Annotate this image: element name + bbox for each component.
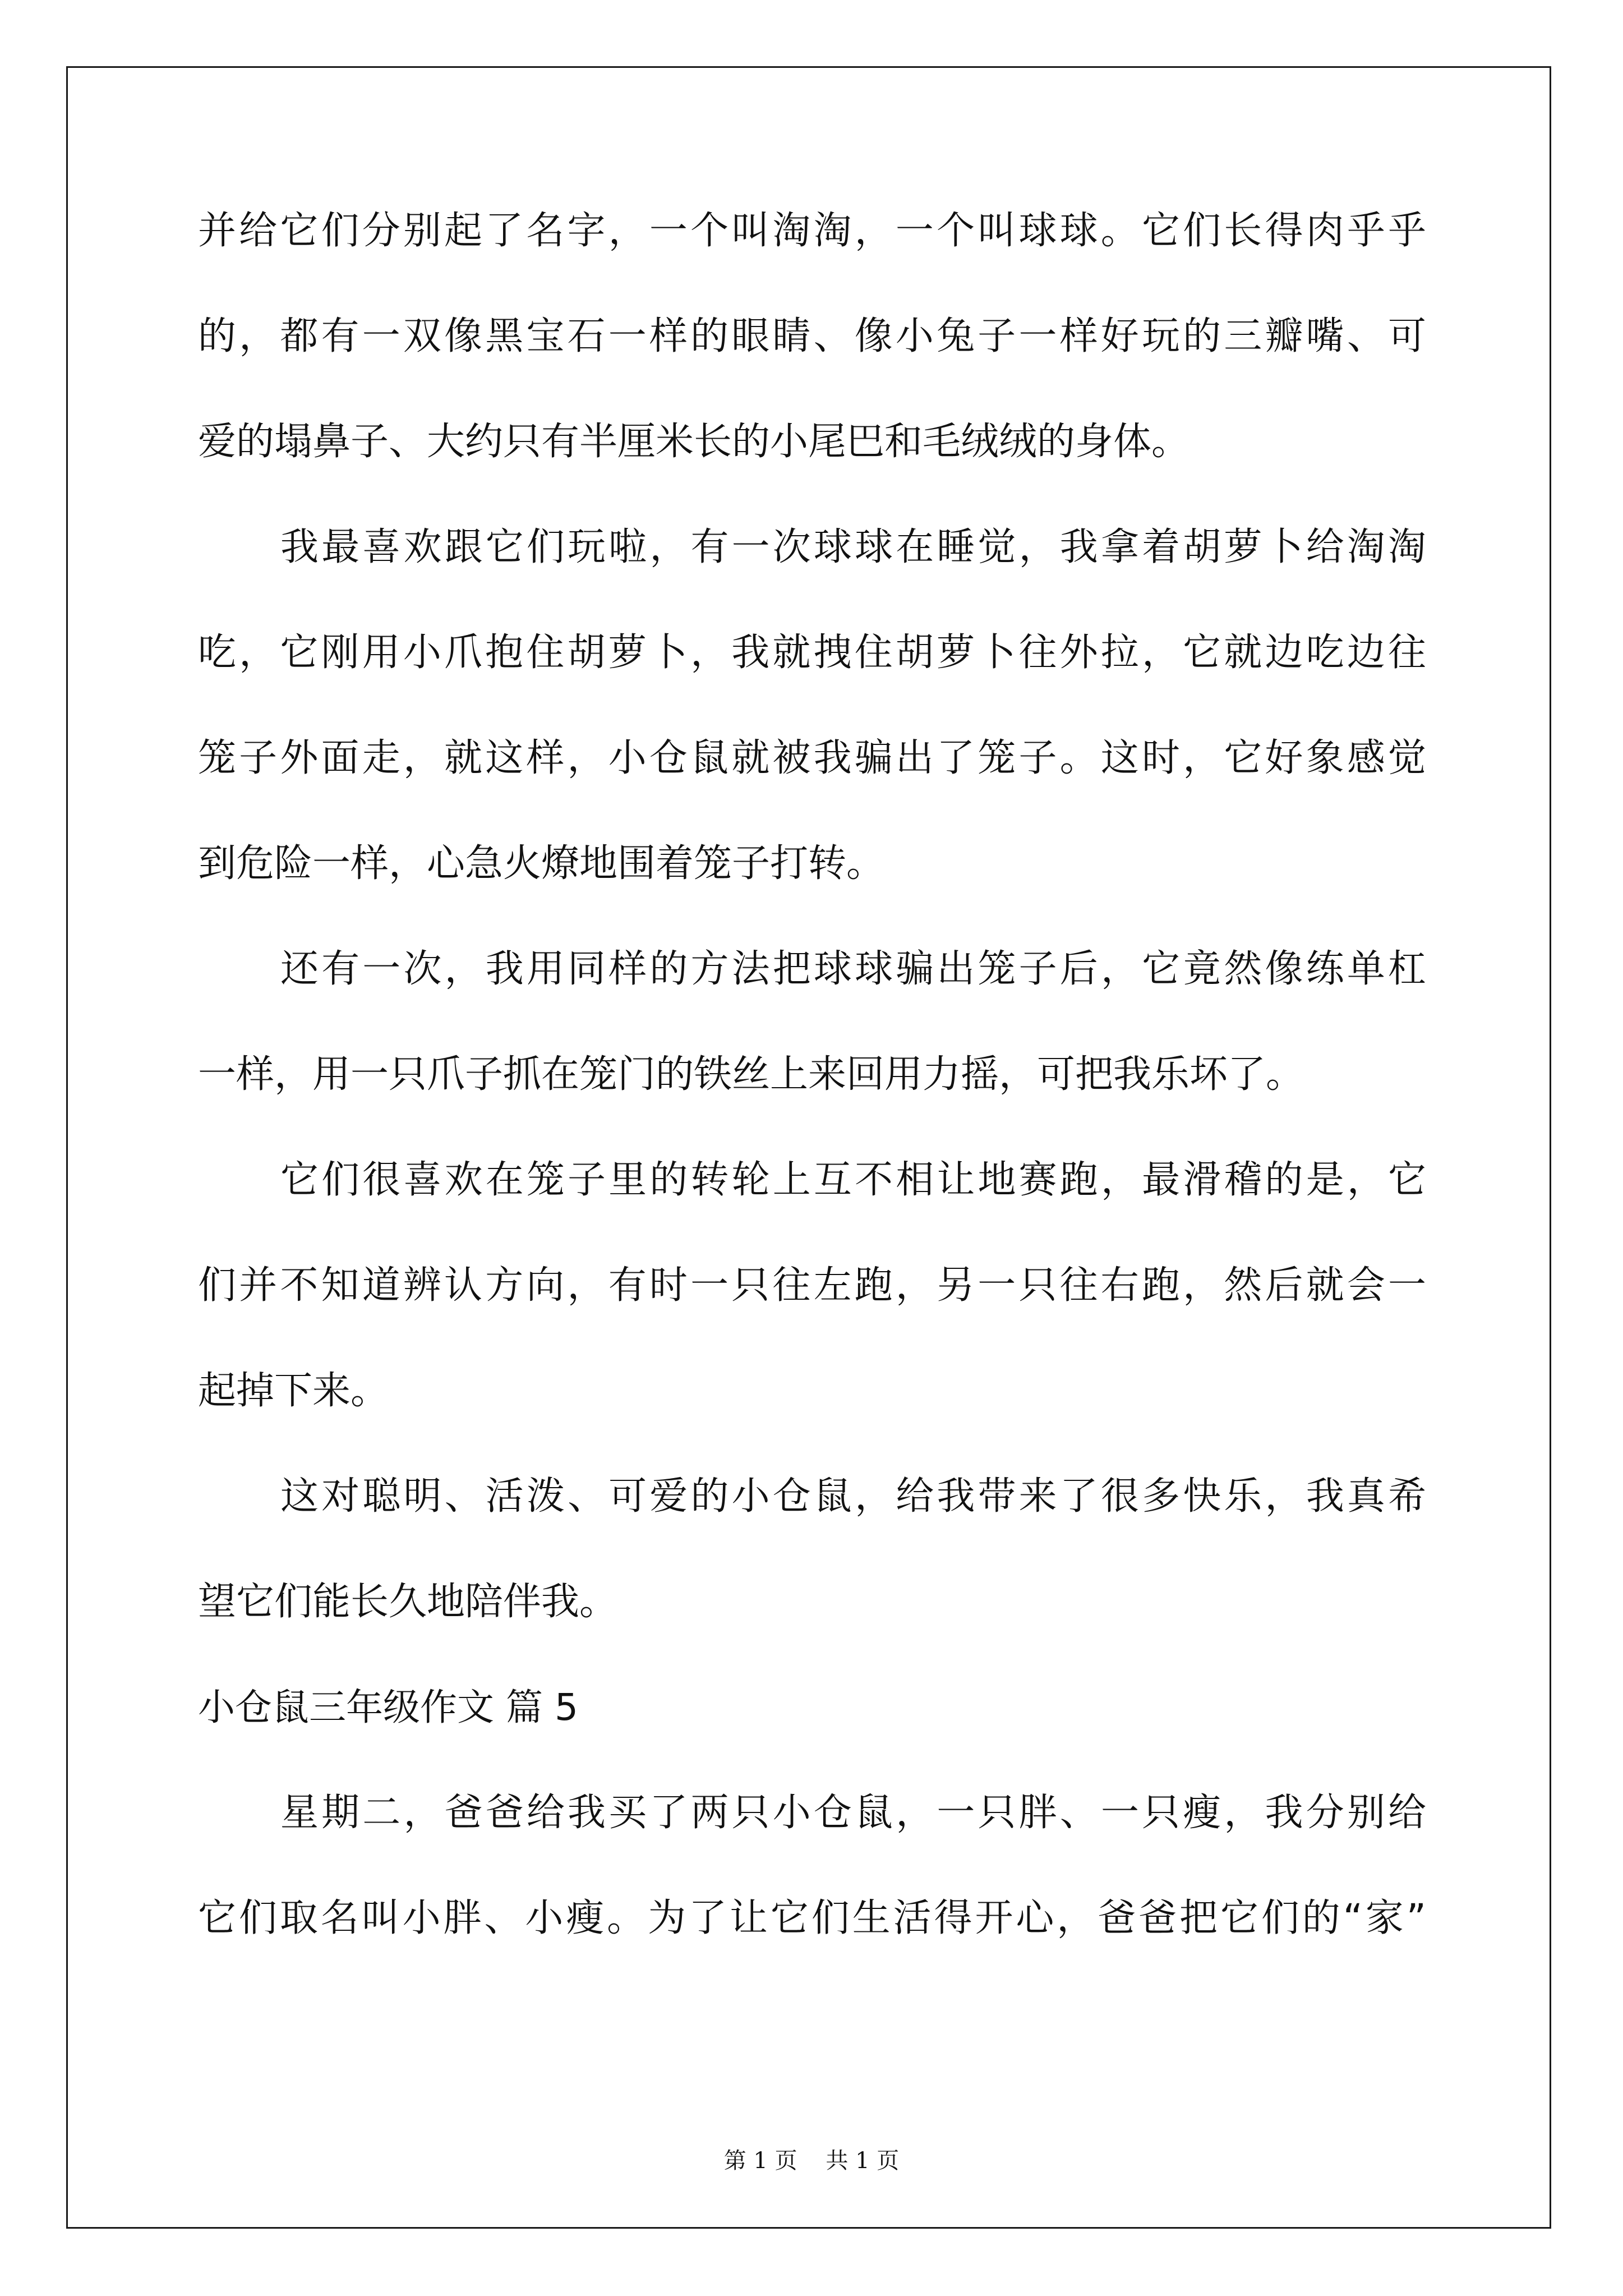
document-body <box>198 205 1426 1945</box>
text-line: 起掉下来。 <box>198 1369 389 1413</box>
paragraph-start-line: 还有一次，我用同样的方法把球球骗出笼子后，它竟然像练单杠 <box>280 947 1426 991</box>
text-line: 吃，它刚用小爪抱住胡萝卜，我就拽住胡萝卜往外拉，它就边吃边往 <box>198 631 1426 675</box>
paragraph-start-line: 这对聪明、活泼、可爱的小仓鼠，给我带来了很多快乐，我真希 <box>280 1474 1426 1519</box>
paragraph-start-line: 我最喜欢跟它们玩啦，有一次球球在睡觉，我拿着胡萝卜给淘淘 <box>280 525 1426 569</box>
text-line: 笼子外面走，就这样，小仓鼠就被我骗出了笼子。这时，它好象感觉 <box>198 736 1426 780</box>
page-footer: 第 1 页 共 1 页 <box>723 2148 900 2174</box>
text-line: 们并不知道辨认方向，有时一只往左跑，另一只往右跑，然后就会一 <box>198 1263 1426 1308</box>
text-line: 它们取名叫小胖、小瘦。为了让它们生活得开心，爸爸把它们的“家” <box>198 1896 1426 1940</box>
paragraph-start-line: 它们很喜欢在笼子里的转轮上互不相让地赛跑，最滑稽的是，它 <box>280 1158 1426 1202</box>
paragraph-start-line: 星期二，爸爸给我买了两只小仓鼠，一只胖、一只瘦，我分别给 <box>280 1791 1426 1835</box>
text-line: 爱的塌鼻子、大约只有半厘米长的小尾巴和毛绒绒的身体。 <box>198 420 1190 464</box>
text-line: 的，都有一双像黑宝石一样的眼睛、像小兔子一样好玩的三瓣嘴、可 <box>198 314 1426 358</box>
text-line: 望它们能长久地陪伴我。 <box>198 1580 618 1624</box>
section-heading: 小仓鼠三年级作文 篇 5 <box>198 1686 578 1729</box>
text-line: 并给它们分别起了名字，一个叫淘淘，一个叫球球。它们长得肉乎乎 <box>198 209 1426 253</box>
text-line: 到危险一样，心急火燎地围着笼子打转。 <box>198 841 885 886</box>
text-line: 一样，用一只爪子抓在笼门的铁丝上来回用力摇，可把我乐坏了。 <box>198 1052 1304 1097</box>
